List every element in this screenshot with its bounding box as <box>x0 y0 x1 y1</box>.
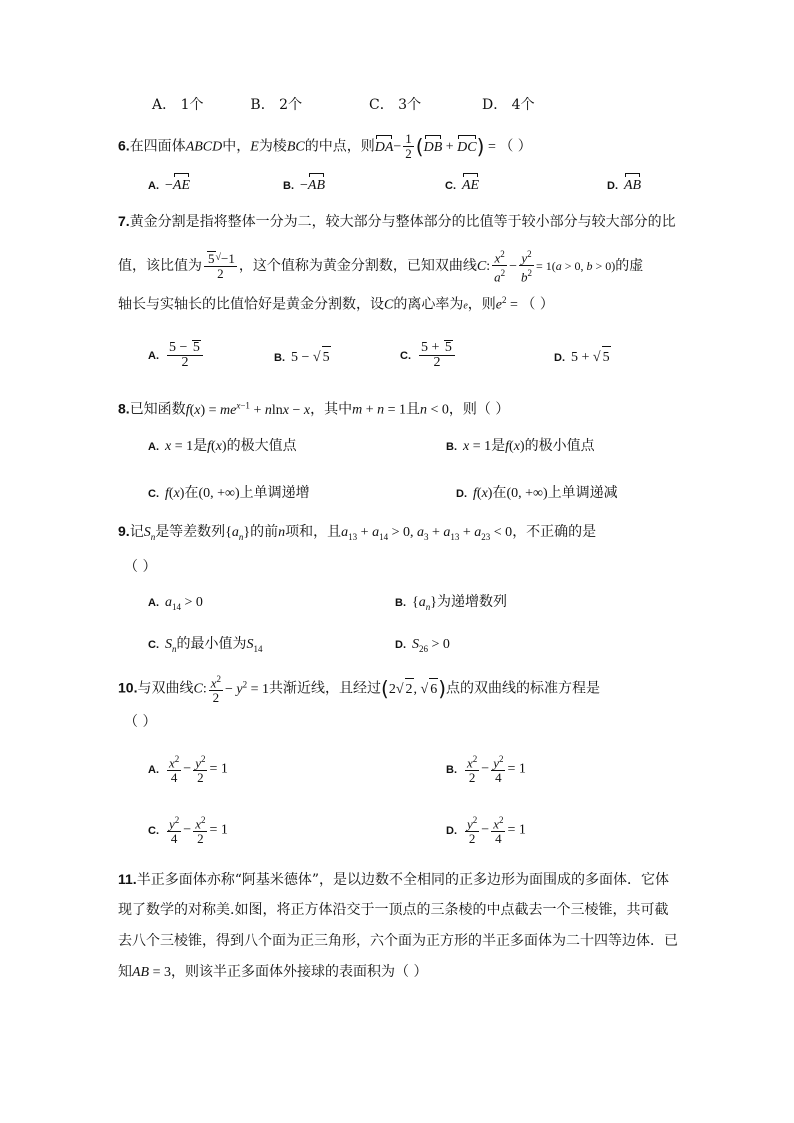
q8-option-d: D. f(x)在(0, +∞)上单调递减 <box>456 485 618 501</box>
q8-option-c: C. f(x)在(0, +∞)上单调递增 <box>148 485 310 501</box>
q7-option-d: D. 5 + √ 5 <box>554 346 611 369</box>
q10-stem: 10.与双曲线C: $\frac{x^2}{2}$ − $y^2 = 1$共渐近线，且经过(2√ 2, √ 6)点的双曲线的标准方程是 <box>118 674 601 706</box>
q7-line3: 轴长与实轴长的比值恰好是黄金分割数，设C的离心率为e，则$e^2$ = （ ） <box>118 295 554 313</box>
q9-option-d: D. $S_{26} > 0$ <box>395 637 450 654</box>
q9-option-c: C. $S_n$的最小值为$S_{14}$ <box>148 636 263 654</box>
q7-option-c: C. $\frac{5 + 5}{2}$ <box>400 340 457 370</box>
q6-option-a: A. −AE <box>148 174 190 197</box>
q10-paren: （ ） <box>124 714 157 730</box>
q10-option-a: A. $\frac{x^2}{4}$ − $\frac{y^2}{2}$ = 1 <box>148 754 228 786</box>
q8-option-a: A. x = 1是f(x)的极大值点 <box>148 438 297 454</box>
q5-options <box>152 94 535 116</box>
q6-option-b: B. −AB <box>283 174 325 197</box>
q7-line2: 值，该比值为 $\frac{5^√-1}{2}$ ，这个值称为黄金分割数，已知双曲线C: $\frac{x^2}{a^2}$ − $\frac{y^2}{b^2}$ = 1(a > 0, b > 0)的虚 <box>118 249 644 285</box>
q5-option-c: C． 3个 <box>368 97 422 113</box>
q8-option-b: B. x = 1是f(x)的极小值点 <box>446 438 595 454</box>
q8-stem: 8.已知函数$f(x) = me^{x-1} + nlnx - x$，其中m + n = 1且n < 0，则（ ） <box>118 400 510 418</box>
q9-stem: 9.记$S_n$是等差数列$\{a_n\}$的前n项和，且$a_{13} + a_{14} > 0$, $a_3 + a_{13} + a_{23} < 0$，不正确的是 <box>118 523 597 542</box>
q7-option-a: A. $\frac{5 - 5}{2}$ <box>148 340 205 370</box>
q7-line1: 7.黄金分割是指将整体一分为二，较大部分与整体部分的比值等于较小部分与较大部分的比 <box>118 213 676 230</box>
q5-option-a: A． 1个 <box>152 97 204 113</box>
q10-option-c: C. $\frac{y^2}{4}$ − $\frac{x^2}{2}$ = 1 <box>148 815 228 847</box>
q6-option-d: D. AB <box>607 174 641 197</box>
q10-option-b: B. $\frac{x^2}{2}$ − $\frac{y^2}{4}$ = 1 <box>446 754 526 786</box>
q11-line2: 现了数学的对称美.如图，将正方体沿交于一顶点的三条棱的中点截去一个三棱锥，共可截 <box>118 902 669 918</box>
q6-stem: 6.在四面体ABCD中，E为棱BC的中点，则DA− $\frac{1}{2}$ (DB + DC) = （ ） <box>118 131 532 161</box>
q9-option-b: B. $\{a_n\}$为递增数列 <box>395 594 507 612</box>
q7-option-b: B. 5 − √ 5 <box>274 346 331 369</box>
q11-line3: 去八个三棱锥，得到八个面为正三角形，六个面为正方形的半正多面体为二十四等边体．已 <box>118 933 678 949</box>
q9-paren: （ ） <box>124 559 157 575</box>
q6-option-c: C. AE <box>445 174 479 197</box>
q11-line4: 知AB = 3，则该半正多面体外接球的表面积为（ ） <box>118 964 428 980</box>
q11-line1: 11.半正多面体亦称“阿基米德体”，是以边数不全相同的正多边形为面围成的多面体．它体 <box>118 871 670 888</box>
q5-option-b: B． 2个 <box>250 97 303 113</box>
q9-option-a: A. $a_{14} > 0$ <box>148 595 203 612</box>
q10-option-d: D. $\frac{y^2}{2}$ − $\frac{x^2}{4}$ = 1 <box>446 815 526 847</box>
q5-option-d: D． 4个 <box>481 97 535 113</box>
q7-options <box>148 334 668 374</box>
